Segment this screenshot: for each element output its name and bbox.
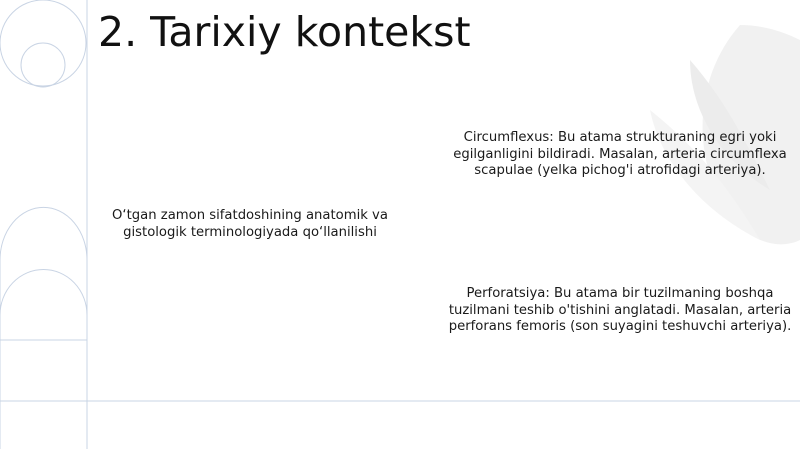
slide-title: 2. Tarixiy kontekst [98, 8, 471, 56]
perforatsiya-text-block: Perforatsiya: Bu atama bir tuzilmaning boshqa tuzilmani teshib o'tishini anglatadi. Masalan, arteria perforans femoris (son suyagini teshuvchi arteriya). [448, 286, 792, 334]
circumflexus-text-block: Circumflexus: Bu atama strukturaning egri yoki egilganligini bildiradi. Masalan, arteria circumflexa scapulae (yelka pichog'i atrofidagi arteriya). [453, 130, 787, 178]
left-text-block: O‘tgan zamon sifatdoshining anatomik va gistologik terminologiyada qo‘llanilishi [112, 208, 388, 240]
arch-outline-lower [0, 269, 87, 315]
arch-outline-upper [0, 207, 87, 449]
small-circle-outline [21, 43, 65, 87]
